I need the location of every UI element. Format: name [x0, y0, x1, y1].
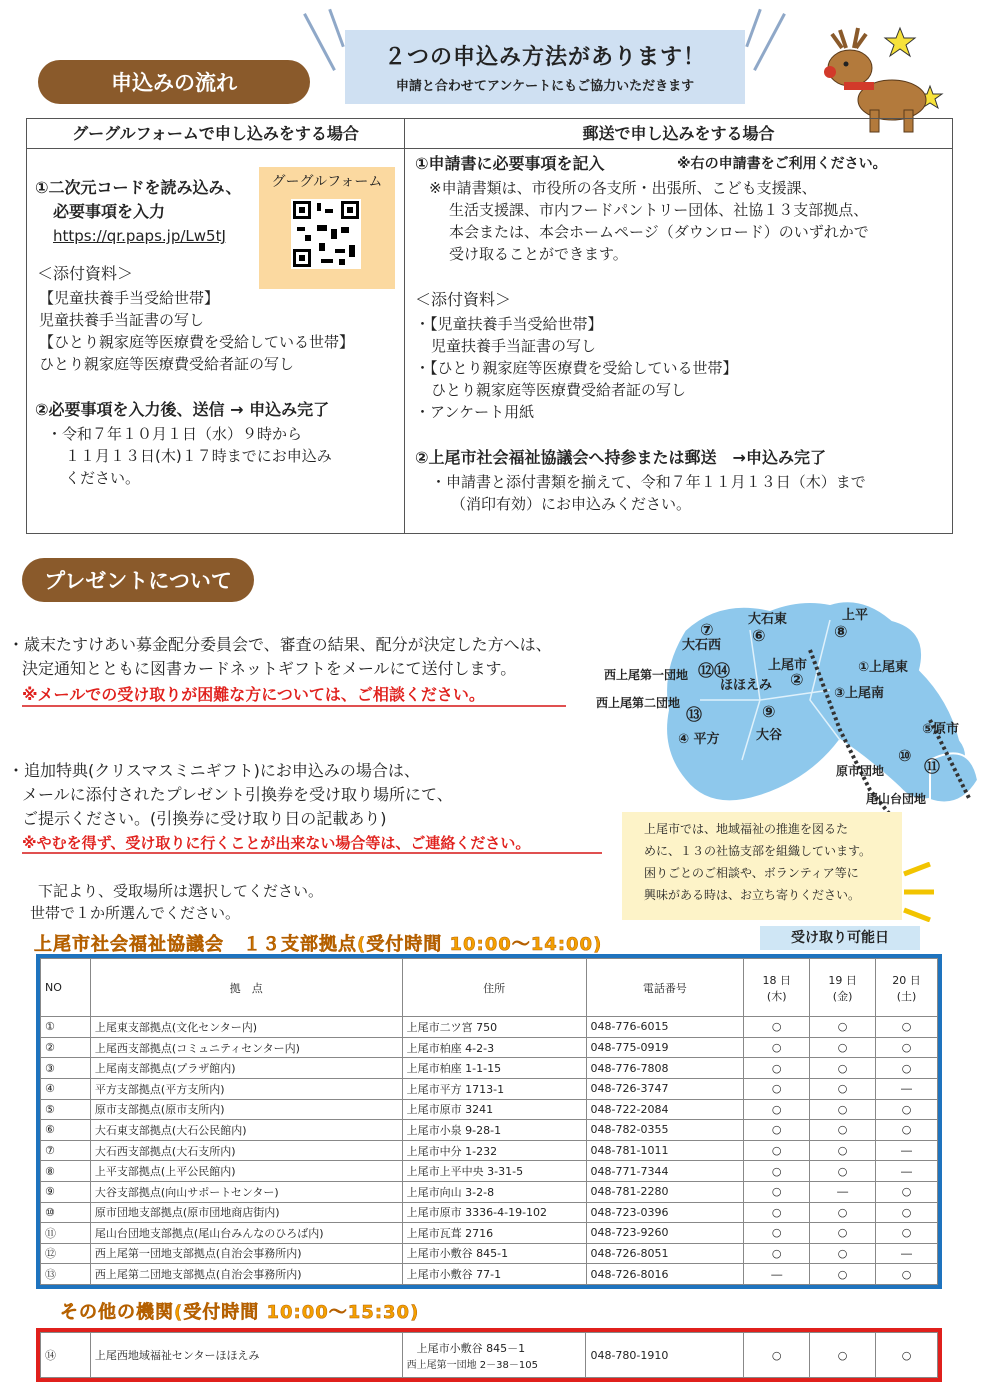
- map-label: 大石西: [682, 638, 722, 653]
- present-p2-line: メールに添付されたプレゼント引換券を受け取り場所にて、: [22, 785, 453, 804]
- mail-attach-item: ひとり親家庭等医療費受給者証の写し: [431, 381, 687, 399]
- cell-location: 上尾西地域福祉センターほほえみ: [90, 1333, 402, 1378]
- cell-phone: 048-726-8016: [586, 1264, 744, 1285]
- cell-day: ○: [810, 1243, 876, 1264]
- cell-day: ○: [744, 1037, 810, 1058]
- mail-attach-item: ・【児童扶養手当受給世帯】: [415, 315, 603, 333]
- cell-phone: 048-771-7344: [586, 1161, 744, 1182]
- map-label: ⑫⑭: [698, 661, 731, 680]
- cell-no: ③: [41, 1058, 91, 1079]
- cell-location: 原市団地支部拠点(原市団地商店街内): [90, 1202, 402, 1223]
- cell-day: ○: [810, 1140, 876, 1161]
- google-attach-item: 【ひとり親家庭等医療費を受給している世帯】: [39, 333, 355, 351]
- cell-day: ○: [744, 1017, 810, 1038]
- cell-phone: 048-775-0919: [586, 1037, 744, 1058]
- table-header-row: [41, 959, 938, 1017]
- cell-address: 上尾市原市 3241: [402, 1099, 586, 1120]
- cell-no: ④: [41, 1078, 91, 1099]
- cell-location: 原市支部拠点(原市支所内): [90, 1099, 402, 1120]
- branch-table-title: 上尾市社会福祉協議会 １３支部拠点(受付時間 10:00～14:00): [34, 934, 603, 955]
- cell-day: ○: [810, 1223, 876, 1244]
- present-p1-warning: ※メールでの受け取りが困難な方については、ご相談ください。: [22, 685, 485, 704]
- other-table: [36, 1328, 942, 1382]
- map-label: 西上尾第二団地: [596, 696, 681, 710]
- col-phone: 電話番号: [586, 959, 744, 1017]
- mail-forms-note: ※申請書類は、市役所の各支所・出張所、こども支援課、: [429, 179, 817, 197]
- cell-day: ―: [744, 1264, 810, 1285]
- google-deadline-line: ・令和７年１０月１日（水）９時から: [47, 425, 303, 443]
- cell-no: ⑤: [41, 1099, 91, 1120]
- cell-address: 上尾市柏座 4-2-3: [402, 1037, 586, 1058]
- mail-forms-note: 本会または、本会ホームページ（ダウンロード）のいずれかで: [449, 223, 869, 241]
- mail-deadline-line: （消印有効）にお申込みください。: [451, 495, 692, 513]
- cell-address: 上尾市向山 3-2-8: [402, 1181, 586, 1202]
- cell-address: 上尾市中分 1-232: [402, 1140, 586, 1161]
- google-attach-title: ＜添付資料＞: [37, 264, 134, 283]
- cell-day: ○: [744, 1099, 810, 1120]
- cell-day: ○: [744, 1120, 810, 1141]
- cell-day: ○: [876, 1202, 938, 1223]
- cell-day: ○: [876, 1058, 938, 1079]
- cell-location: 西上尾第二団地支部拠点(自治会事務所内): [90, 1264, 402, 1285]
- cell-phone: 048-781-1011: [586, 1140, 744, 1161]
- col-day-20: [876, 959, 938, 1017]
- cell-day: ○: [744, 1202, 810, 1223]
- cell-address: 上尾市小泉 9-28-1: [402, 1120, 586, 1141]
- cell-location: 西上尾第一団地支部拠点(自治会事務所内): [90, 1243, 402, 1264]
- cell-day: ○: [744, 1161, 810, 1182]
- branch-table-body: [41, 1017, 938, 1285]
- table-row: [41, 1223, 938, 1244]
- cell-no: ⑥: [41, 1120, 91, 1141]
- cell-no: ⑫: [41, 1243, 91, 1264]
- decor-ray: [745, 9, 761, 48]
- cell-day: ○: [810, 1037, 876, 1058]
- cell-no: ⑨: [41, 1181, 91, 1202]
- cell-address: 上尾市二ツ宮 750: [402, 1017, 586, 1038]
- cell-location: 平方支部拠点(平方支所内): [90, 1078, 402, 1099]
- qr-code-box: [259, 167, 395, 289]
- cell-day: ○: [810, 1120, 876, 1141]
- map-note-line: 興味がある時は、お立ち寄りください。: [644, 888, 861, 902]
- cell-day: ―: [876, 1243, 938, 1264]
- table-row: [41, 1120, 938, 1141]
- google-attach-item: 児童扶養手当証書の写し: [39, 311, 205, 329]
- cell-address: [402, 1333, 586, 1378]
- mail-forms-note: 受け取ることができます。: [449, 245, 628, 263]
- other-table-title: その他の機関(受付時間 10:00～15:30): [60, 1302, 420, 1323]
- table-row: [41, 1181, 938, 1202]
- mail-deadline-line: ・申請書と添付書類を揃えて、令和７年１１月１３日（木）まで: [431, 473, 866, 491]
- col-no: NO: [41, 959, 91, 1017]
- map-label: ⑧: [834, 622, 848, 641]
- table-row: [41, 1037, 938, 1058]
- underline: [22, 705, 566, 707]
- map-label: ①上尾東: [858, 660, 909, 675]
- table-row: [41, 1333, 938, 1378]
- address-line: 西上尾第一団地 2－38－105: [406, 1359, 538, 1371]
- cell-day: ○: [744, 1058, 810, 1079]
- branch-table: [36, 954, 942, 1289]
- decor-ray: [303, 13, 336, 71]
- cell-phone: 048-722-2084: [586, 1099, 744, 1120]
- cell-address: 上尾市平方 1713-1: [402, 1078, 586, 1099]
- select-note-line: 世帯で１か所選んでください。: [30, 904, 241, 922]
- present-p2-warning: ※やむを得ず、受け取りに行くことが出来ない場合等は、ご連絡ください。: [22, 834, 531, 852]
- flow-section-title: [38, 60, 310, 104]
- mail-step2: ②上尾市社会福祉協議会へ持参または郵送 →申込み完了: [415, 448, 826, 467]
- map-label: ⑦: [700, 620, 714, 639]
- table-row: [41, 1078, 938, 1099]
- application-flow-table: [26, 118, 953, 534]
- day-header-weekday: (金): [832, 989, 853, 1003]
- underline: [22, 852, 602, 854]
- mail-attach-title: ＜添付資料＞: [415, 290, 512, 309]
- cell-no: ②: [41, 1037, 91, 1058]
- map-label: ほほえみ: [720, 678, 773, 693]
- map-label: 上平: [842, 608, 869, 623]
- map-label: ④ 平方: [678, 732, 720, 747]
- cell-day: ○: [810, 1099, 876, 1120]
- available-days-label: 受け取り可能日: [760, 926, 920, 950]
- decor-ray: [753, 13, 786, 71]
- cell-day: ○: [876, 1120, 938, 1141]
- qr-label: グーグルフォーム: [271, 174, 383, 190]
- cell-day: ○: [876, 1037, 938, 1058]
- table-row: [41, 1058, 938, 1079]
- cell-address: 上尾市小敷谷 77-1: [402, 1264, 586, 1285]
- google-attach-item: ひとり親家庭等医療費受給者証の写し: [39, 355, 295, 373]
- map-label: ⑬: [686, 705, 703, 724]
- cell-day: ○: [876, 1017, 938, 1038]
- table-row: [41, 1264, 938, 1285]
- cell-day: ―: [876, 1161, 938, 1182]
- mail-step1: ①申請書に必要事項を記入: [415, 154, 605, 173]
- mail-heading: 郵送で申し込みをする場合: [405, 119, 952, 149]
- google-step2: ②必要事項を入力後、送信 → 申込み完了: [35, 400, 330, 419]
- day-header: 20 日: [892, 973, 921, 987]
- cell-phone: 048-723-0396: [586, 1202, 744, 1223]
- present-p1-line: 決定通知とともに図書カードネットギフトをメールにて送付します。: [22, 659, 517, 678]
- table-row: [41, 1243, 938, 1264]
- mail-column: [405, 119, 952, 533]
- col-day-19: [810, 959, 876, 1017]
- cell-phone: 048-782-0355: [586, 1120, 744, 1141]
- map-label: 大石東: [748, 612, 788, 627]
- cell-day: ○: [810, 1264, 876, 1285]
- cell-day: ―: [810, 1181, 876, 1202]
- cell-day: ―: [876, 1078, 938, 1099]
- cell-day: ○: [876, 1099, 938, 1120]
- cell-day: ○: [744, 1223, 810, 1244]
- cell-day: ○: [876, 1333, 938, 1378]
- cell-day: ○: [744, 1181, 810, 1202]
- google-step1-line2: 必要事項を入力: [53, 202, 166, 221]
- cell-day: ○: [810, 1202, 876, 1223]
- callout-title: ２つの申込み方法があります！: [383, 45, 706, 70]
- map-label: ②: [790, 670, 804, 689]
- decor-ray: [328, 9, 344, 48]
- present-p2-line: ・追加特典(クリスマスミニギフト)にお申込みの場合は、: [8, 761, 420, 780]
- cell-no: ⑭: [41, 1333, 91, 1378]
- present-section-title-text: プレゼントについて: [44, 569, 232, 593]
- cell-location: 大石西支部拠点(大石支所内): [90, 1140, 402, 1161]
- cell-address: 上尾市上平中央 3-31-5: [402, 1161, 586, 1182]
- cell-day: ○: [744, 1078, 810, 1099]
- cell-day: ○: [876, 1264, 938, 1285]
- cell-no: ⑦: [41, 1140, 91, 1161]
- mail-forms-note: 生活支援課、市内フードパントリー団体、社協１３支部拠点、: [449, 201, 869, 219]
- cell-phone: 048-780-1910: [586, 1333, 744, 1378]
- cell-phone: 048-776-6015: [586, 1017, 744, 1038]
- cell-day: ○: [744, 1243, 810, 1264]
- cell-no: ⑬: [41, 1264, 91, 1285]
- google-form-heading: グーグルフォームで申し込みをする場合: [27, 119, 404, 149]
- cell-phone: 048-726-8051: [586, 1243, 744, 1264]
- cell-no: ①: [41, 1017, 91, 1038]
- map-label: 原市団地: [836, 764, 885, 778]
- table-row: [41, 1161, 938, 1182]
- mail-attach-item: ・アンケート用紙: [415, 403, 535, 421]
- cell-phone: 048-781-2280: [586, 1181, 744, 1202]
- cell-day: ○: [810, 1017, 876, 1038]
- map-label: ⑪: [924, 757, 941, 776]
- cell-day: ○: [876, 1223, 938, 1244]
- cell-location: 上尾西支部拠点(コミュニティセンター内): [90, 1037, 402, 1058]
- map-note-line: めに、１３の社協支部を組織しています。: [644, 844, 872, 858]
- table-row: [41, 1017, 938, 1038]
- cell-address: 上尾市瓦葺 2716: [402, 1223, 586, 1244]
- cell-location: 上尾東支部拠点(文化センター内): [90, 1017, 402, 1038]
- google-form-url[interactable]: https://qr.paps.jp/Lw5tJ: [53, 227, 226, 245]
- map-label: 大谷: [756, 728, 783, 743]
- day-header: 19 日: [828, 973, 857, 987]
- map-note-line: 上尾市では、地域福祉の推進を図るた: [644, 822, 849, 836]
- cell-location: 大石東支部拠点(大石公民館内): [90, 1120, 402, 1141]
- select-note-line: 下記より、受取場所は選択してください。: [38, 882, 324, 900]
- cell-location: 上尾南支部拠点(プラザ館内): [90, 1058, 402, 1079]
- cell-no: ⑧: [41, 1161, 91, 1182]
- cell-phone: 048-726-3747: [586, 1078, 744, 1099]
- table-row: [41, 1099, 938, 1120]
- map-label: ⑩: [898, 746, 912, 765]
- day-header: 18 日: [762, 973, 791, 987]
- google-attach-item: 【児童扶養手当受給世帯】: [39, 289, 220, 307]
- cell-no: ⑩: [41, 1202, 91, 1223]
- mail-step1-note: ※右の申請書をご利用ください。: [677, 156, 887, 172]
- cell-location: 尾山台団地支部拠点(尾山台みんなのひろば内): [90, 1223, 402, 1244]
- cell-day: ―: [876, 1140, 938, 1161]
- col-day-18: [744, 959, 810, 1017]
- day-header-weekday: (土): [896, 989, 917, 1003]
- flow-section-title-text: 申込みの流れ: [111, 71, 237, 95]
- map-label: ③上尾南: [834, 686, 885, 701]
- cell-address: 上尾市原市 3336-4-19-102: [402, 1202, 586, 1223]
- map-label: ⑤原市: [922, 722, 960, 737]
- star-icon: [885, 28, 915, 56]
- map-label: 上尾市: [768, 658, 808, 673]
- district-map: [596, 590, 1000, 822]
- decor-rays: [900, 862, 940, 922]
- present-section-title: [22, 558, 254, 602]
- google-form-column: [27, 119, 405, 533]
- cell-day: ○: [744, 1333, 810, 1378]
- cell-location: 大谷支部拠点(向山サポートセンター): [90, 1181, 402, 1202]
- col-location: 拠 点: [90, 959, 402, 1017]
- cell-day: ○: [810, 1333, 876, 1378]
- mail-attach-item: ・【ひとり親家庭等医療費を受給している世帯】: [415, 359, 738, 377]
- google-deadline-line: １１月１３日(木)１７時までにお申込み: [65, 447, 332, 465]
- cell-day: ○: [876, 1181, 938, 1202]
- cell-phone: 048-723-9260: [586, 1223, 744, 1244]
- present-p1-line: ・歳末たすけあい募金配分委員会で、審査の結果、配分が決定した方へは、: [8, 635, 552, 654]
- cell-day: ○: [744, 1140, 810, 1161]
- map-note-box: [622, 812, 902, 920]
- mail-attach-item: 児童扶養手当証書の写し: [431, 337, 597, 355]
- callout-subtitle: 申請と合わせてアンケートにもご協力いただきます: [395, 79, 695, 94]
- map-label: 西上尾第一団地: [604, 668, 689, 682]
- google-step1-line1: ①二次元コードを読み込み、: [35, 178, 242, 197]
- col-address: 住所: [402, 959, 586, 1017]
- cell-location: 上平支部拠点(上平公民館内): [90, 1161, 402, 1182]
- cell-address: 上尾市柏座 1-1-15: [402, 1058, 586, 1079]
- address-line: 上尾市小敷谷 845－1: [416, 1341, 526, 1355]
- cell-address: 上尾市小敷谷 845-1: [402, 1243, 586, 1264]
- map-label: ⑥: [752, 626, 766, 645]
- map-label: 尾山台団地: [866, 792, 927, 806]
- qr-code-icon[interactable]: [291, 199, 361, 269]
- cell-phone: 048-776-7808: [586, 1058, 744, 1079]
- google-deadline-line: ください。: [65, 469, 141, 487]
- callout-box: [345, 30, 745, 104]
- present-p2-line: ご提示ください。(引換券に受け取り日の記載あり): [22, 809, 387, 828]
- cell-no: ⑪: [41, 1223, 91, 1244]
- cell-day: ○: [810, 1161, 876, 1182]
- day-header-weekday: (木): [766, 989, 787, 1003]
- cell-day: ○: [810, 1078, 876, 1099]
- cell-day: ○: [810, 1058, 876, 1079]
- map-note-line: 困りごとのご相談や、ボランティア等に: [644, 866, 859, 880]
- table-row: [41, 1140, 938, 1161]
- table-row: [41, 1202, 938, 1223]
- map-label: ⑨: [762, 702, 776, 721]
